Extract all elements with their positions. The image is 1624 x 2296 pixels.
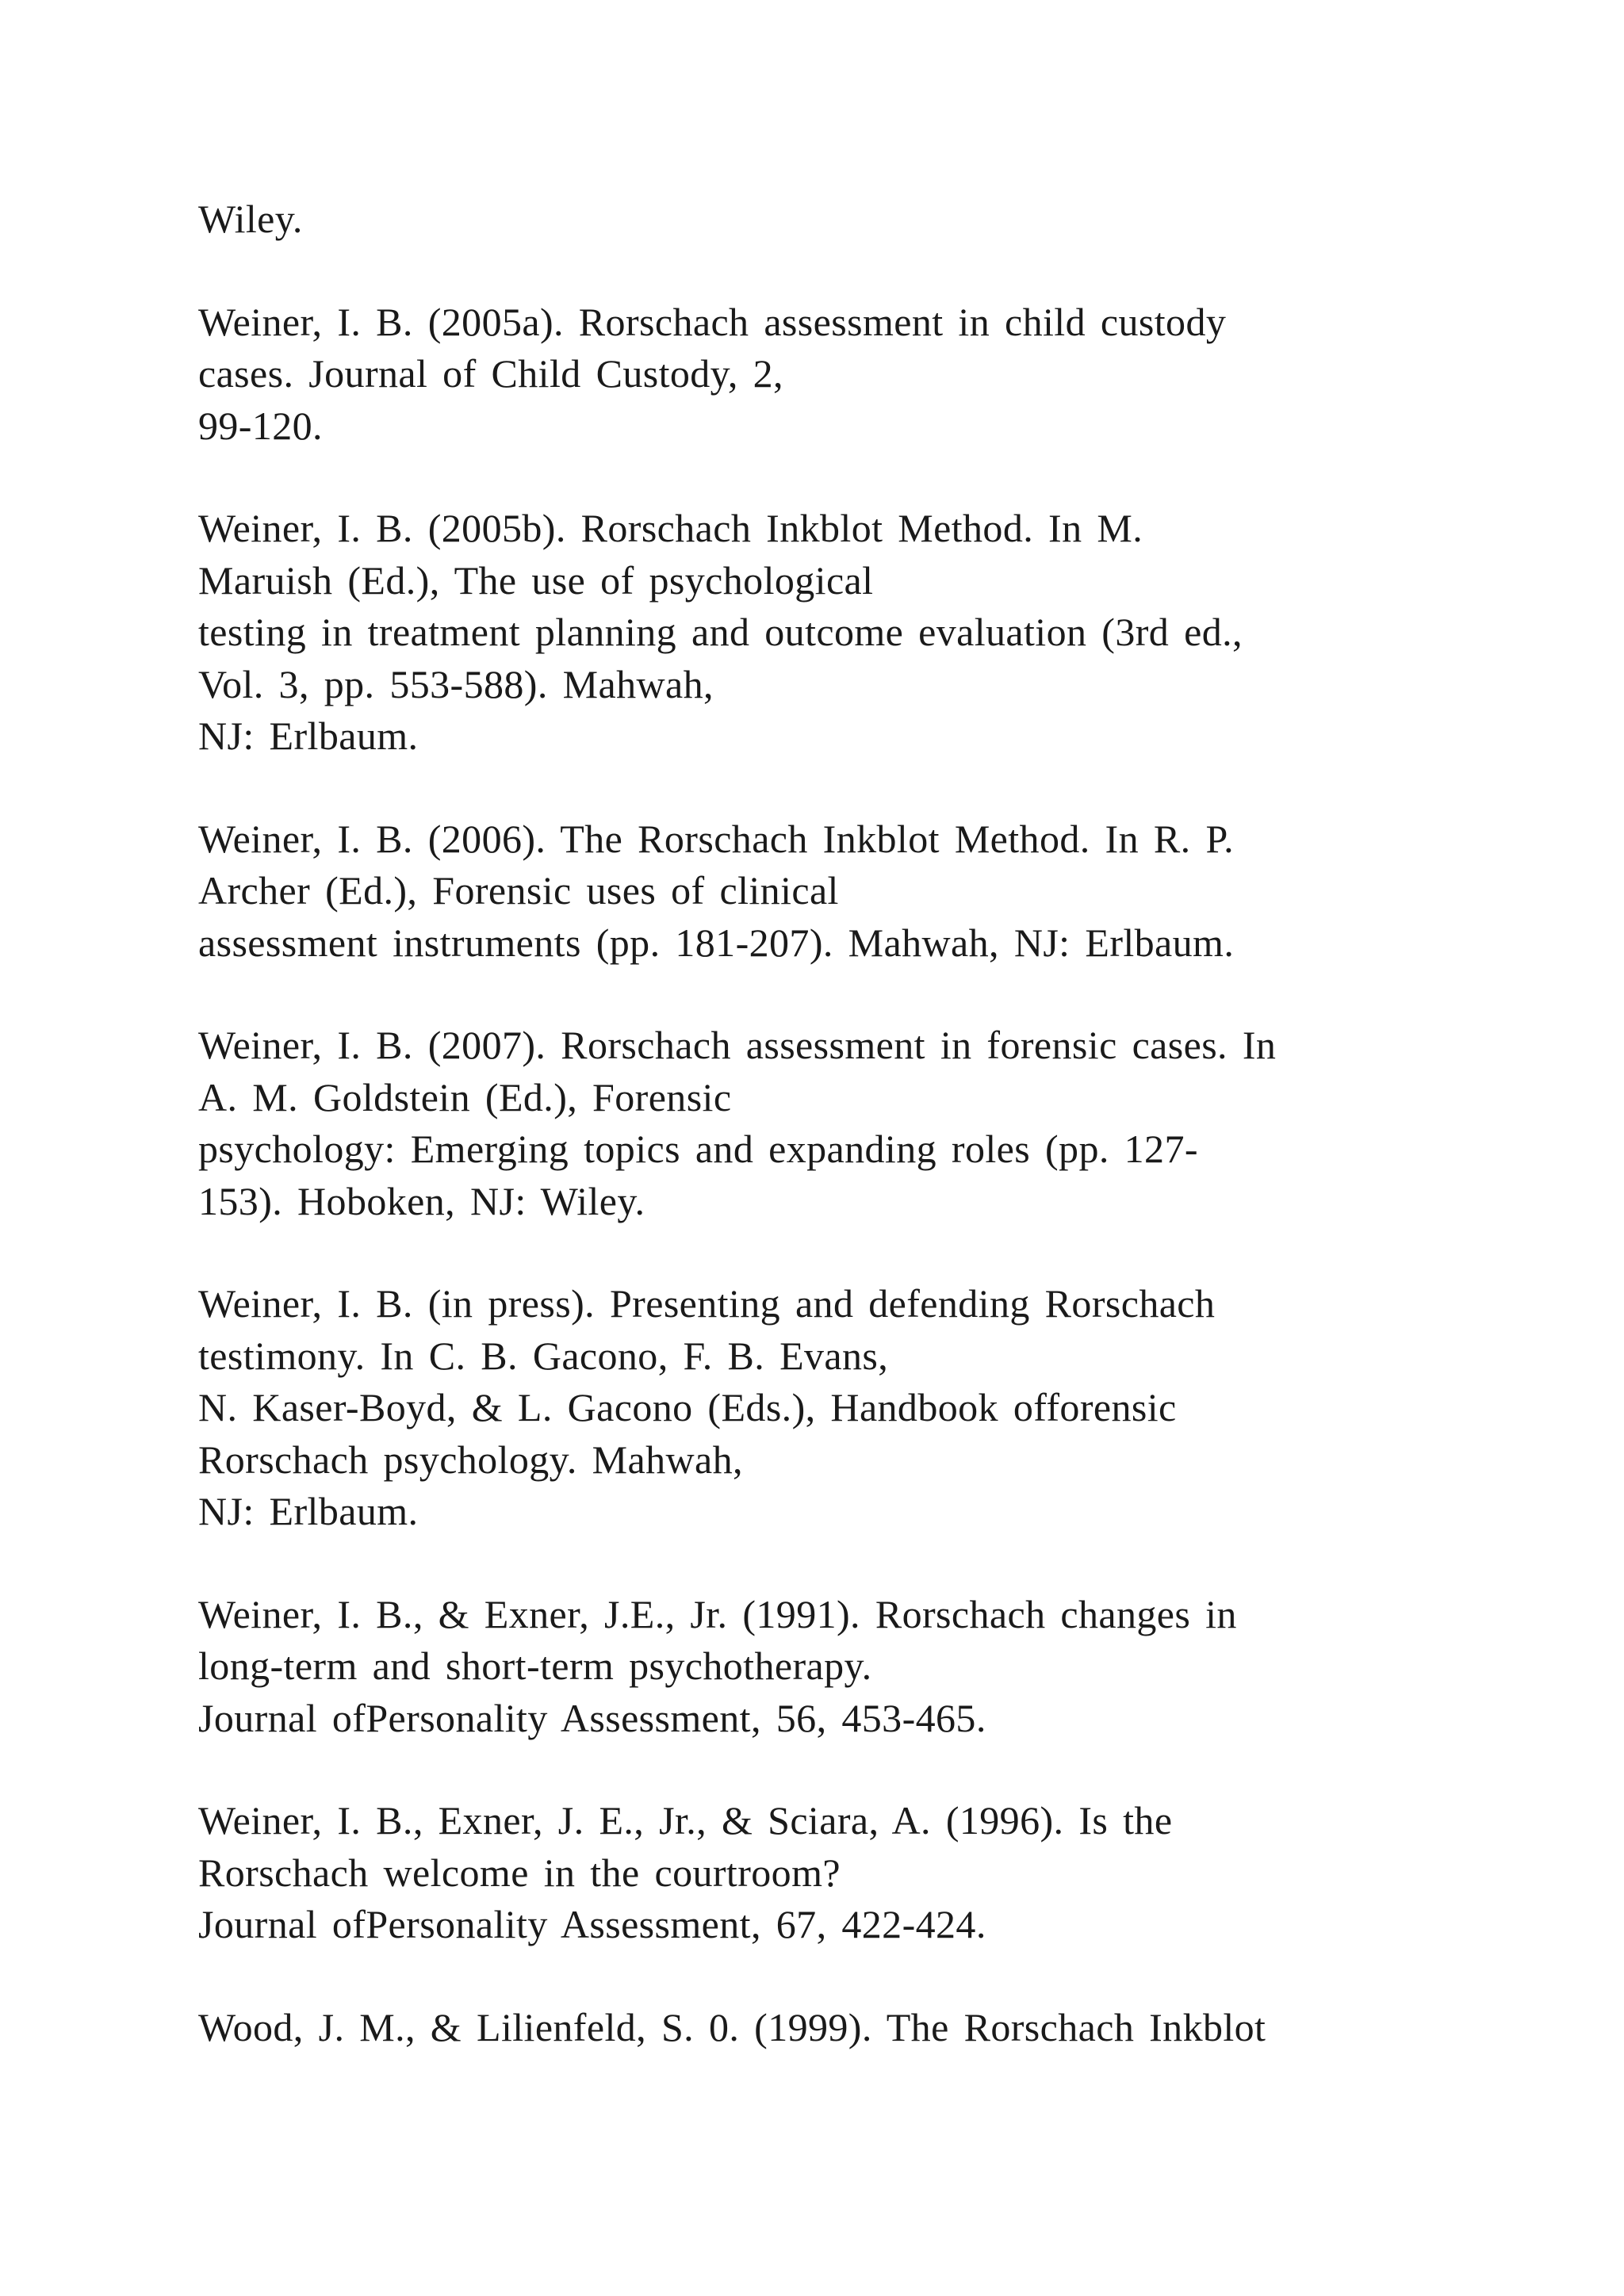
reference-line: Archer (Ed.), Forensic uses of clinical	[198, 868, 839, 913]
reference-line: Weiner, I. B. (2005a). Rorschach assessment in child custody	[198, 299, 1227, 344]
reference-line: Journal ofPersonality Assessment, 56, 453-465.	[198, 1695, 986, 1740]
reference-line: NJ: Erlbaum.	[198, 1489, 419, 1533]
reference-line: testing in treatment planning and outcome evaluation (3rd ed.,	[198, 610, 1243, 654]
reference-line: testimony. In C. B. Gacono, F. B. Evans,	[198, 1333, 889, 1378]
reference-line: 153). Hoboken, NJ: Wiley.	[198, 1178, 645, 1223]
reference-line: Weiner, I. B., & Exner, J.E., Jr. (1991). Rorschach changes in	[198, 1591, 1237, 1636]
reference-line: Wiley.	[198, 197, 303, 241]
reference-line: Weiner, I. B. (2007). Rorschach assessment in forensic cases. In	[198, 1023, 1277, 1067]
reference-entry	[198, 503, 1499, 763]
reference-line: Weiner, I. B. (2005b). Rorschach Inkblot Method. In M.	[198, 506, 1143, 550]
reference-line: assessment instruments (pp. 181-207). Mahwah, NJ: Erlbaum.	[198, 920, 1235, 965]
reference-entry	[198, 2002, 1499, 2054]
reference-entry	[198, 1589, 1499, 1745]
reference-line: Weiner, I. B., Exner, J. E., Jr., & Sciara, A. (1996). Is the	[198, 1798, 1173, 1843]
reference-line: Rorschach psychology. Mahwah,	[198, 1437, 743, 1482]
reference-line: psychology: Emerging topics and expanding roles (pp. 127-	[198, 1127, 1198, 1171]
reference-entry	[198, 297, 1499, 453]
reference-line: 99-120.	[198, 403, 323, 448]
reference-line: long-term and short-term psychotherapy.	[198, 1644, 872, 1688]
reference-line: NJ: Erlbaum.	[198, 714, 419, 758]
reference-line: cases. Journal of Child Custody, 2,	[198, 351, 783, 396]
reference-list	[198, 193, 1499, 2104]
reference-line: Weiner, I. B. (2006). The Rorschach Inkblot Method. In R. P.	[198, 816, 1235, 861]
reference-line: Vol. 3, pp. 553-588). Mahwah,	[198, 661, 714, 706]
reference-line: Maruish (Ed.), The use of psychological	[198, 557, 874, 603]
reference-line: Rorschach welcome in the courtroom?	[198, 1850, 841, 1895]
reference-line: N. Kaser-Boyd, & L. Gacono (Eds.), Handbook offorensic	[198, 1385, 1177, 1429]
reference-entry	[198, 193, 1499, 246]
reference-entry	[198, 1020, 1499, 1227]
reference-line: Weiner, I. B. (in press). Presenting and defending Rorschach	[198, 1281, 1216, 1326]
reference-line: Journal ofPersonality Assessment, 67, 422-424.	[198, 1902, 986, 1946]
reference-entry	[198, 1278, 1499, 1538]
reference-entry	[198, 1795, 1499, 1951]
reference-line: Wood, J. M., & Lilienfeld, S. 0. (1999). The Rorschach Inkblot	[198, 2004, 1266, 2049]
reference-line: A. M. Goldstein (Ed.), Forensic	[198, 1074, 732, 1119]
reference-entry	[198, 813, 1499, 970]
